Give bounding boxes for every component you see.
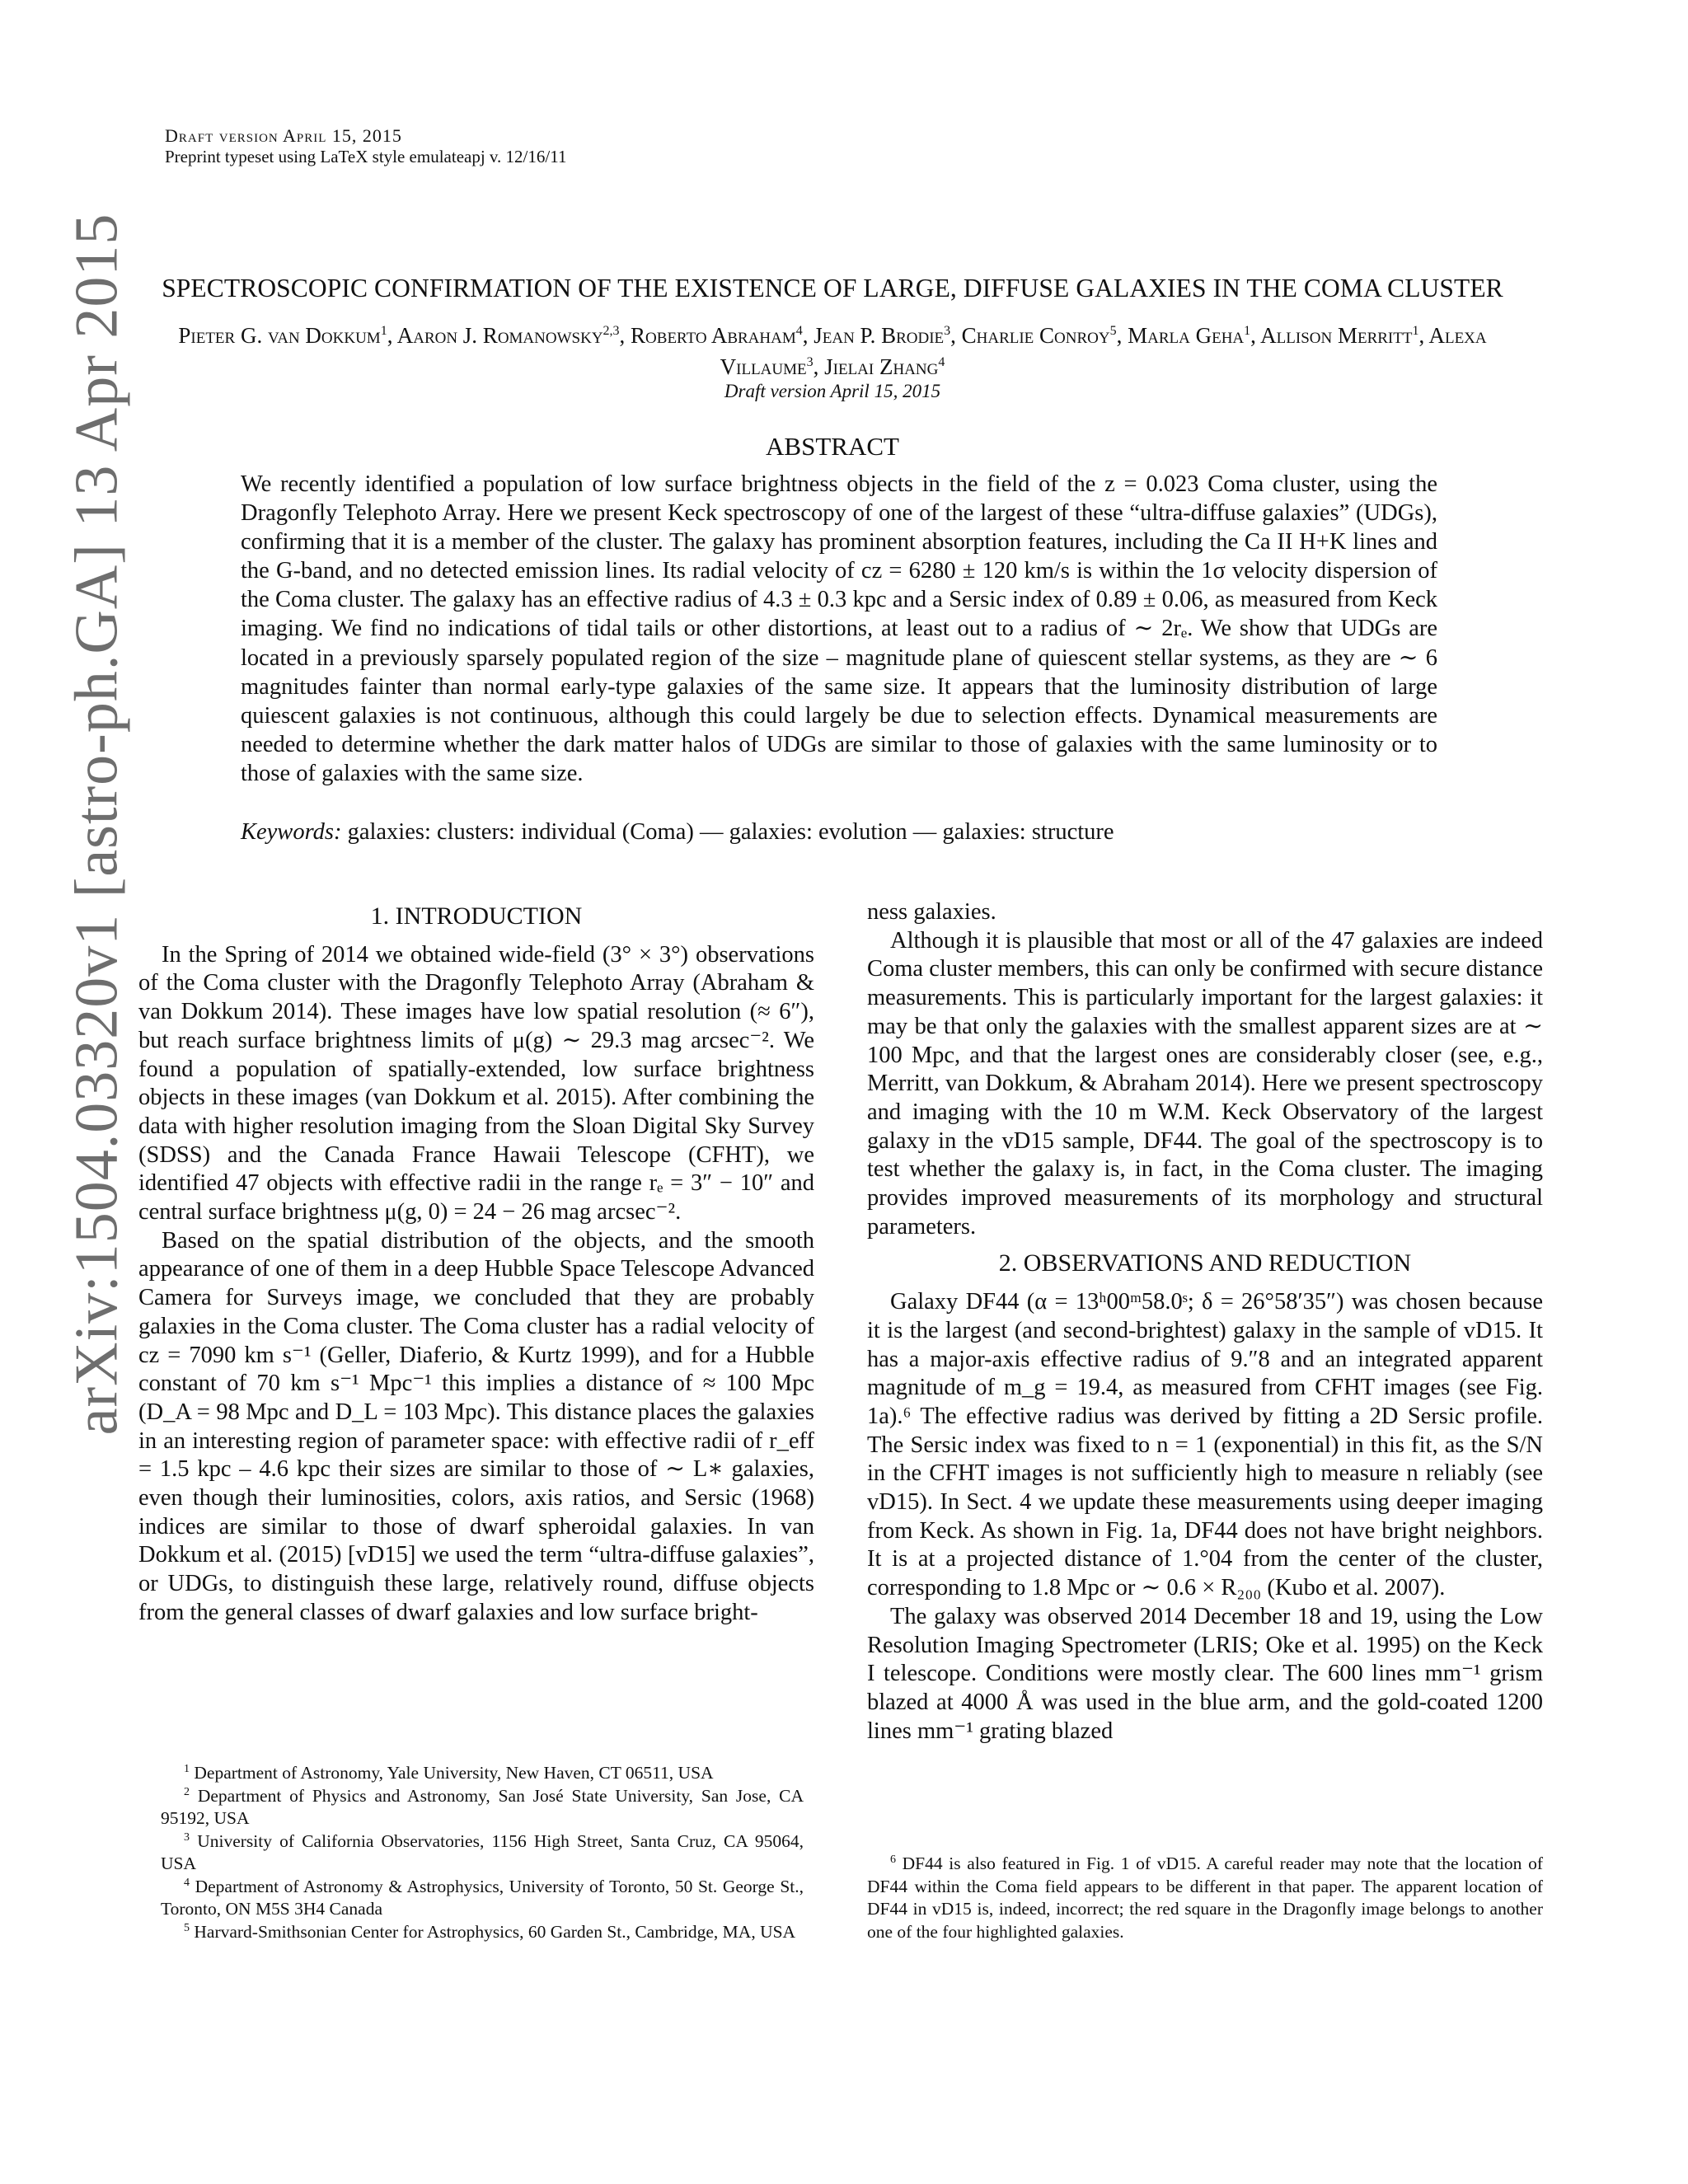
author: Allison Merritt$^1$ xyxy=(1260,323,1419,348)
author: Jielai Zhang$^4$ xyxy=(824,354,945,379)
footnote-affiliation: $^3$ University of California Observatories, 1156 High Street, Santa Cruz, CA 95064, USA xyxy=(161,1830,804,1873)
abstract-text: We recently identified a population of low surface brightness objects in the field of the z = 0.023 Coma cluster, using the Dragonfly Telephoto Array. Here we present Keck spectroscopy of one of the largest of these “ultra-diffuse galaxies” (UDGs), confirming that it is a member of the cluster. The galaxy has prominent absorption features, including the Ca II H+K lines and the G-band, and no detected emission lines. Its radial velocity of cz = 6280 ± 120 km/s is within the 1σ velocity dispersion of the Coma cluster. The galaxy has an effective radius of 4.3 ± 0.3 kpc and a Sersic index of 0.89 ± 0.06, as measured from Keck imaging. We find no indications of tidal tails or other distortions, at least out to a radius of ∼ 2rₑ. We show that UDGs are located in a previously sparsely populated region of the size – magnitude plane of quiescent stellar systems, as they are ∼ 6 magnitudes fainter than normal early-type galaxies of the same size. It appears that the luminosity distribution of large quiescent galaxies is not continuous, although this could largely be due to selection effects. Dynamical measurements are needed to determine whether the dark matter halos of UDGs are similar to those of galaxies with the same luminosity or to those of galaxies with the same size. xyxy=(241,471,1437,786)
author-list: Pieter G. van Dokkum$^1$, Aaron J. Romanowsky$^{2,3}$, Roberto Abraham$^4$, Jean P. Brodie$^3$, Charlie Conroy$^5$, Marla Geha$^1$, Allison Merritt$^1$, Alexa Villaume$^3$, Jielai Zhang$^4$ xyxy=(178,323,1487,379)
draft-date: Draft version April 15, 2015 xyxy=(724,381,941,401)
author: Marla Geha$^1$ xyxy=(1128,323,1251,348)
author: Charlie Conroy$^5$ xyxy=(961,323,1117,348)
footnote-6 xyxy=(867,1853,1543,1943)
author: Aaron J. Romanowsky$^{2,3}$ xyxy=(396,323,620,348)
observations-paragraph-1: Galaxy DF44 (α = 13ʰ00ᵐ58.0ˢ; δ = 26°58′35″) was chosen because it is the largest (and second-brightest) galaxy in the sample of vD15. It has a major-axis effective radius of 9.″8 and an integrated apparent magnitude of m_g = 19.4, as measured from CFHT images (see Fig. 1a).⁶ The effective radius was derived by fitting a 2D Sersic profile. The Sersic index was fixed to n = 1 (exponential) in this fit, as the S/N in the CFHT images is not sufficiently high to measure n reliably (see vD15). In Sect. 4 we update these measurements using deeper imaging from Keck. As shown in Fig. 1a, DF44 does not have bright neighbors. It is at a projected distance of 1.°04 from the center of the cluster, corresponding to 1.8 Mpc or ∼ 0.6 × R₂₀₀ (Kubo et al. 2007). xyxy=(867,1289,1543,1601)
author: Alexa Villaume$^3$ xyxy=(720,323,1487,379)
section-heading-observations: 2. OBSERVATIONS AND REDUCTION xyxy=(998,1249,1412,1277)
author: Jean P. Brodie$^3$ xyxy=(814,323,951,348)
left-column xyxy=(138,894,814,1628)
keywords-text: galaxies: clusters: individual (Coma) — galaxies: evolution — galaxies: structure xyxy=(347,819,1114,845)
preprint-line: Preprint typeset using LaTeX style emulateapj v. 12/16/11 xyxy=(165,147,567,166)
footnote-affiliation: $^5$ Harvard-Smithsonian Center for Astrophysics, 60 Garden St., Cambridge, MA, USA xyxy=(184,1921,796,1942)
intro-paragraph-3: Although it is plausible that most or all of the 47 galaxies are indeed Coma cluster members, this can only be confirmed with secure distance measurements. This is particularly important for the largest galaxies: it may be that only the galaxies with the smallest apparent sizes are at ∼ 100 Mpc, and that the largest ones are considerably closer (see, e.g., Merritt, van Dokkum, & Abraham 2014). Here we present spectroscopy and imaging with the 10 m W.M. Keck Observatory of the largest galaxy in the vD15 sample, DF44. The goal of the spectroscopy is to test whether the galaxy is, in fact, in the Coma cluster. The imaging provides improved measurements of its morphology and structural parameters. xyxy=(867,927,1543,1240)
author: Pieter G. van Dokkum$^1$ xyxy=(178,323,387,348)
author: Roberto Abraham$^4$ xyxy=(631,323,803,348)
intro-paragraph-1: In the Spring of 2014 we obtained wide-field (3° × 3°) observations of the Coma cluster with the Dragonfly Telephoto Array (Abraham & van Dokkum 2014). These images have low spatial resolution (≈ 6″), but reach surface brightness limits of μ(g) ∼ 29.3 mag arcsec⁻². We found a population of spatially-extended, low surface brightness objects in these images (van Dokkum et al. 2015). After combining the data with higher resolution imaging from the Sloan Digital Sky Survey (SDSS) and the Canada France Hawaii Telescope (CFHT), we identified 47 objects with effective radii in the range rₑ = 3″ − 10″ and central surface brightness μ(g, 0) = 24 − 26 mag arcsec⁻². xyxy=(138,941,814,1226)
footnote-text: $^6$ DF44 is also featured in Fig. 1 of vD15. A careful reader may note that the location of DF44 within the Coma field appears to be different in that paper. The apparent location of DF44 in vD15 is, indeed, incorrect; the red square in the Dragonfly image belongs to another one of the four highlighted galaxies. xyxy=(867,1853,1543,1942)
paper-title: SPECTROSCOPIC CONFIRMATION OF THE EXISTENCE OF LARGE, DIFFUSE GALAXIES IN THE COMA CLUSTER xyxy=(162,274,1503,302)
keywords-label: Keywords: xyxy=(241,819,342,845)
observations-paragraph-2: The galaxy was observed 2014 December 18 and 19, using the Low Resolution Imaging Spectrometer (LRIS; Oke et al. 1995) on the Keck I telescope. Conditions were mostly clear. The 600 lines mm⁻¹ grism blazed at 4000 Å was used in the blue arm, and the gold-coated 1200 lines mm⁻¹ grating blazed xyxy=(867,1603,1543,1744)
intro-paragraph-continued: ness galaxies. xyxy=(867,899,996,925)
footnotes-affiliations xyxy=(161,1762,804,1943)
footnote-affiliation: $^2$ Department of Physics and Astronomy, San José State University, San Jose, CA 95192, USA xyxy=(161,1785,804,1828)
intro-paragraph-2: Based on the spatial distribution of the objects, and the smooth appearance of one of them in a deep Hubble Space Telescope Advanced Camera for Surveys image, we concluded that they are probably galaxies in the Coma cluster. The Coma cluster has a radial velocity of cz = 7090 km s⁻¹ (Geller, Diaferio, & Kurtz 1999), and for a Hubble constant of 70 km s⁻¹ Mpc⁻¹ this implies a distance of ≈ 100 Mpc (D_A = 98 Mpc and D_L = 103 Mpc). This distance places the galaxies in an interesting region of parameter space: with effective radii of r_eff = 1.5 kpc – 4.6 kpc their sizes are similar to those of ∼ L∗ galaxies, even though their luminosities, colors, axis ratios, and Sersic (1968) indices are similar to those of dwarf spheroidal galaxies. In van Dokkum et al. (2015) [vD15] we used the term “ultra-diffuse galaxies”, or UDGs, to distinguish these large, relatively round, diffuse objects from the general classes of dwarf galaxies and low surface bright- xyxy=(138,1227,814,1625)
keywords xyxy=(241,818,1437,846)
draft-version-line: Draft version April 15, 2015 xyxy=(165,125,402,146)
abstract-heading: ABSTRACT xyxy=(766,432,899,461)
right-column xyxy=(867,898,1543,1746)
footnote-affiliation: $^4$ Department of Astronomy & Astrophysics, University of Toronto, 50 St. George St., Toronto, ON M5S 3H4 Canada xyxy=(161,1876,804,1919)
section-heading-introduction: 1. INTRODUCTION xyxy=(370,902,583,930)
footnote-affiliation: $^1$ Department of Astronomy, Yale University, New Haven, CT 06511, USA xyxy=(184,1762,714,1783)
arxiv-identifier-stamp: arXiv:1504.03320v1 [astro-ph.GA] 13 Apr 2015 xyxy=(63,213,131,1436)
